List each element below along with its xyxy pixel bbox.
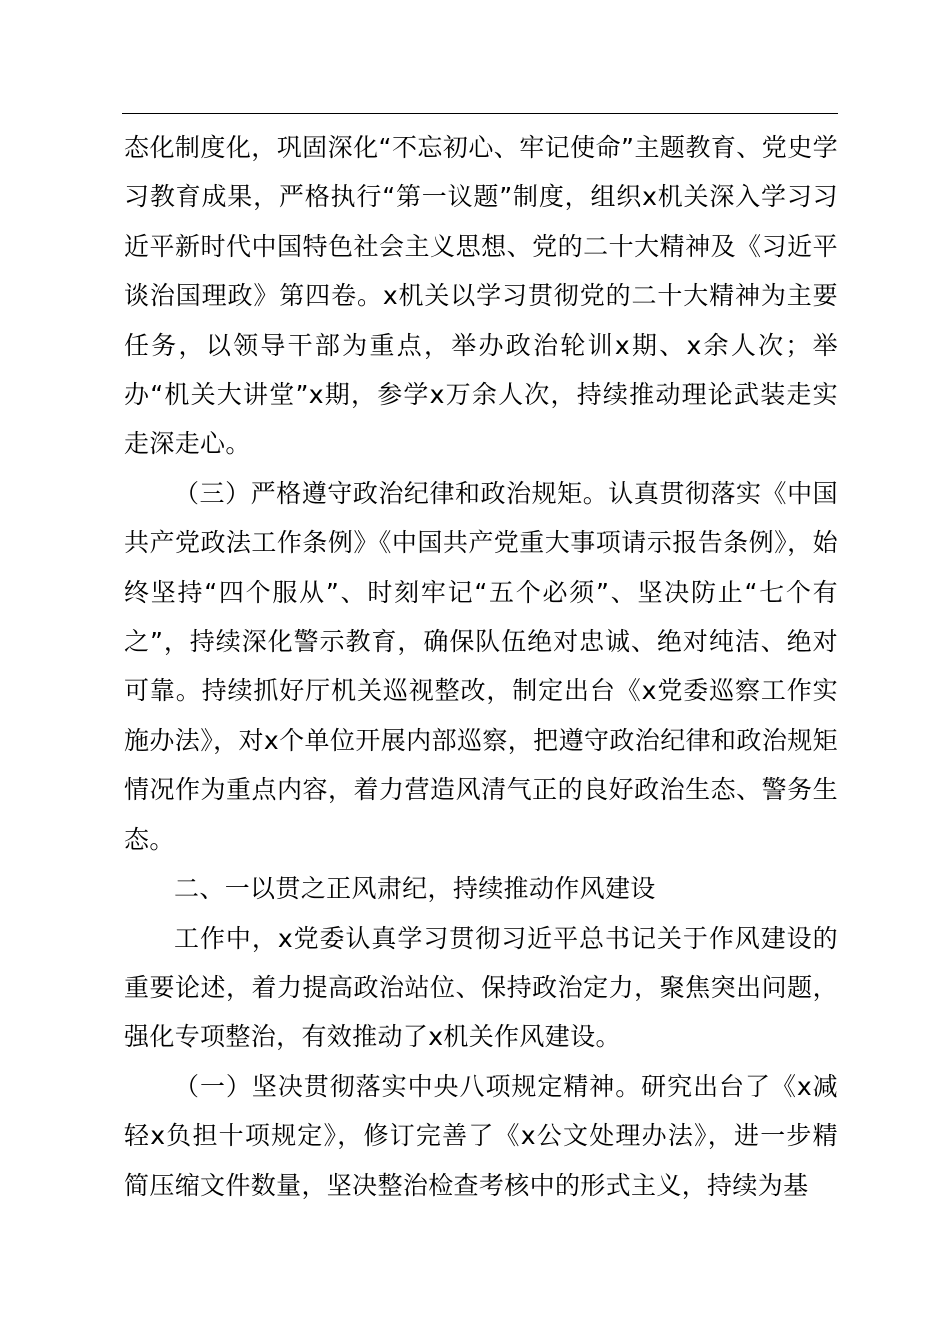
paragraph-political-discipline: （三）严格遵守政治纪律和政治规矩。认真贯彻落实《中国共产党政法工作条例》《中国共产党重大事项请示报告条例》，始终坚持“四个服从”、时刻牢记“五个必须”、坚决防止“七个有之”，持续深化警示教育，确保队伍绝对忠诚、绝对纯洁、绝对可靠。持续抓好厅机关巡视整改，制定出台《x党委巡察工作实施办法》，对x个单位开展内部巡察，把遵守政治纪律和政治规矩情况作为重点内容，着力营造风清气正的良好政治生态、警务生态。	[124, 478, 838, 854]
paragraph-continued-theory-study: 态化制度化，巩固深化“不忘初心、牢记使命”主题教育、党史学习教育成果，严格执行“第一议题”制度，组织x机关深入学习习近平新时代中国特色社会主义思想、党的二十大精神及《习近平谈治国理政》第四卷。x机关以学习贯彻党的二十大精神为主要任务，以领导干部为重点，举办政治轮训x期、x余人次；举办“机关大讲堂”x期，参学x万余人次，持续推动理论武装走实走深走心。	[124, 133, 838, 459]
header-divider	[122, 113, 838, 114]
paragraph-eight-point-rules: （一）坚决贯彻落实中央八项规定精神。研究出台了《x减轻x负担十项规定》，修订完善了《x公文处理办法》，进一步精简压缩文件数量，坚决整治检查考核中的形式主义，持续为基	[124, 1071, 838, 1200]
document-body	[124, 123, 838, 1210]
section-heading-work-style: 二、一以贯之正风肃纪，持续推动作风建设	[174, 874, 656, 904]
paragraph-work-style-intro: 工作中，x党委认真学习贯彻习近平总书记关于作风建设的重要论述，着力提高政治站位、保持政治定力，聚焦突出问题，强化专项整治，有效推动了x机关作风建设。	[124, 923, 838, 1052]
